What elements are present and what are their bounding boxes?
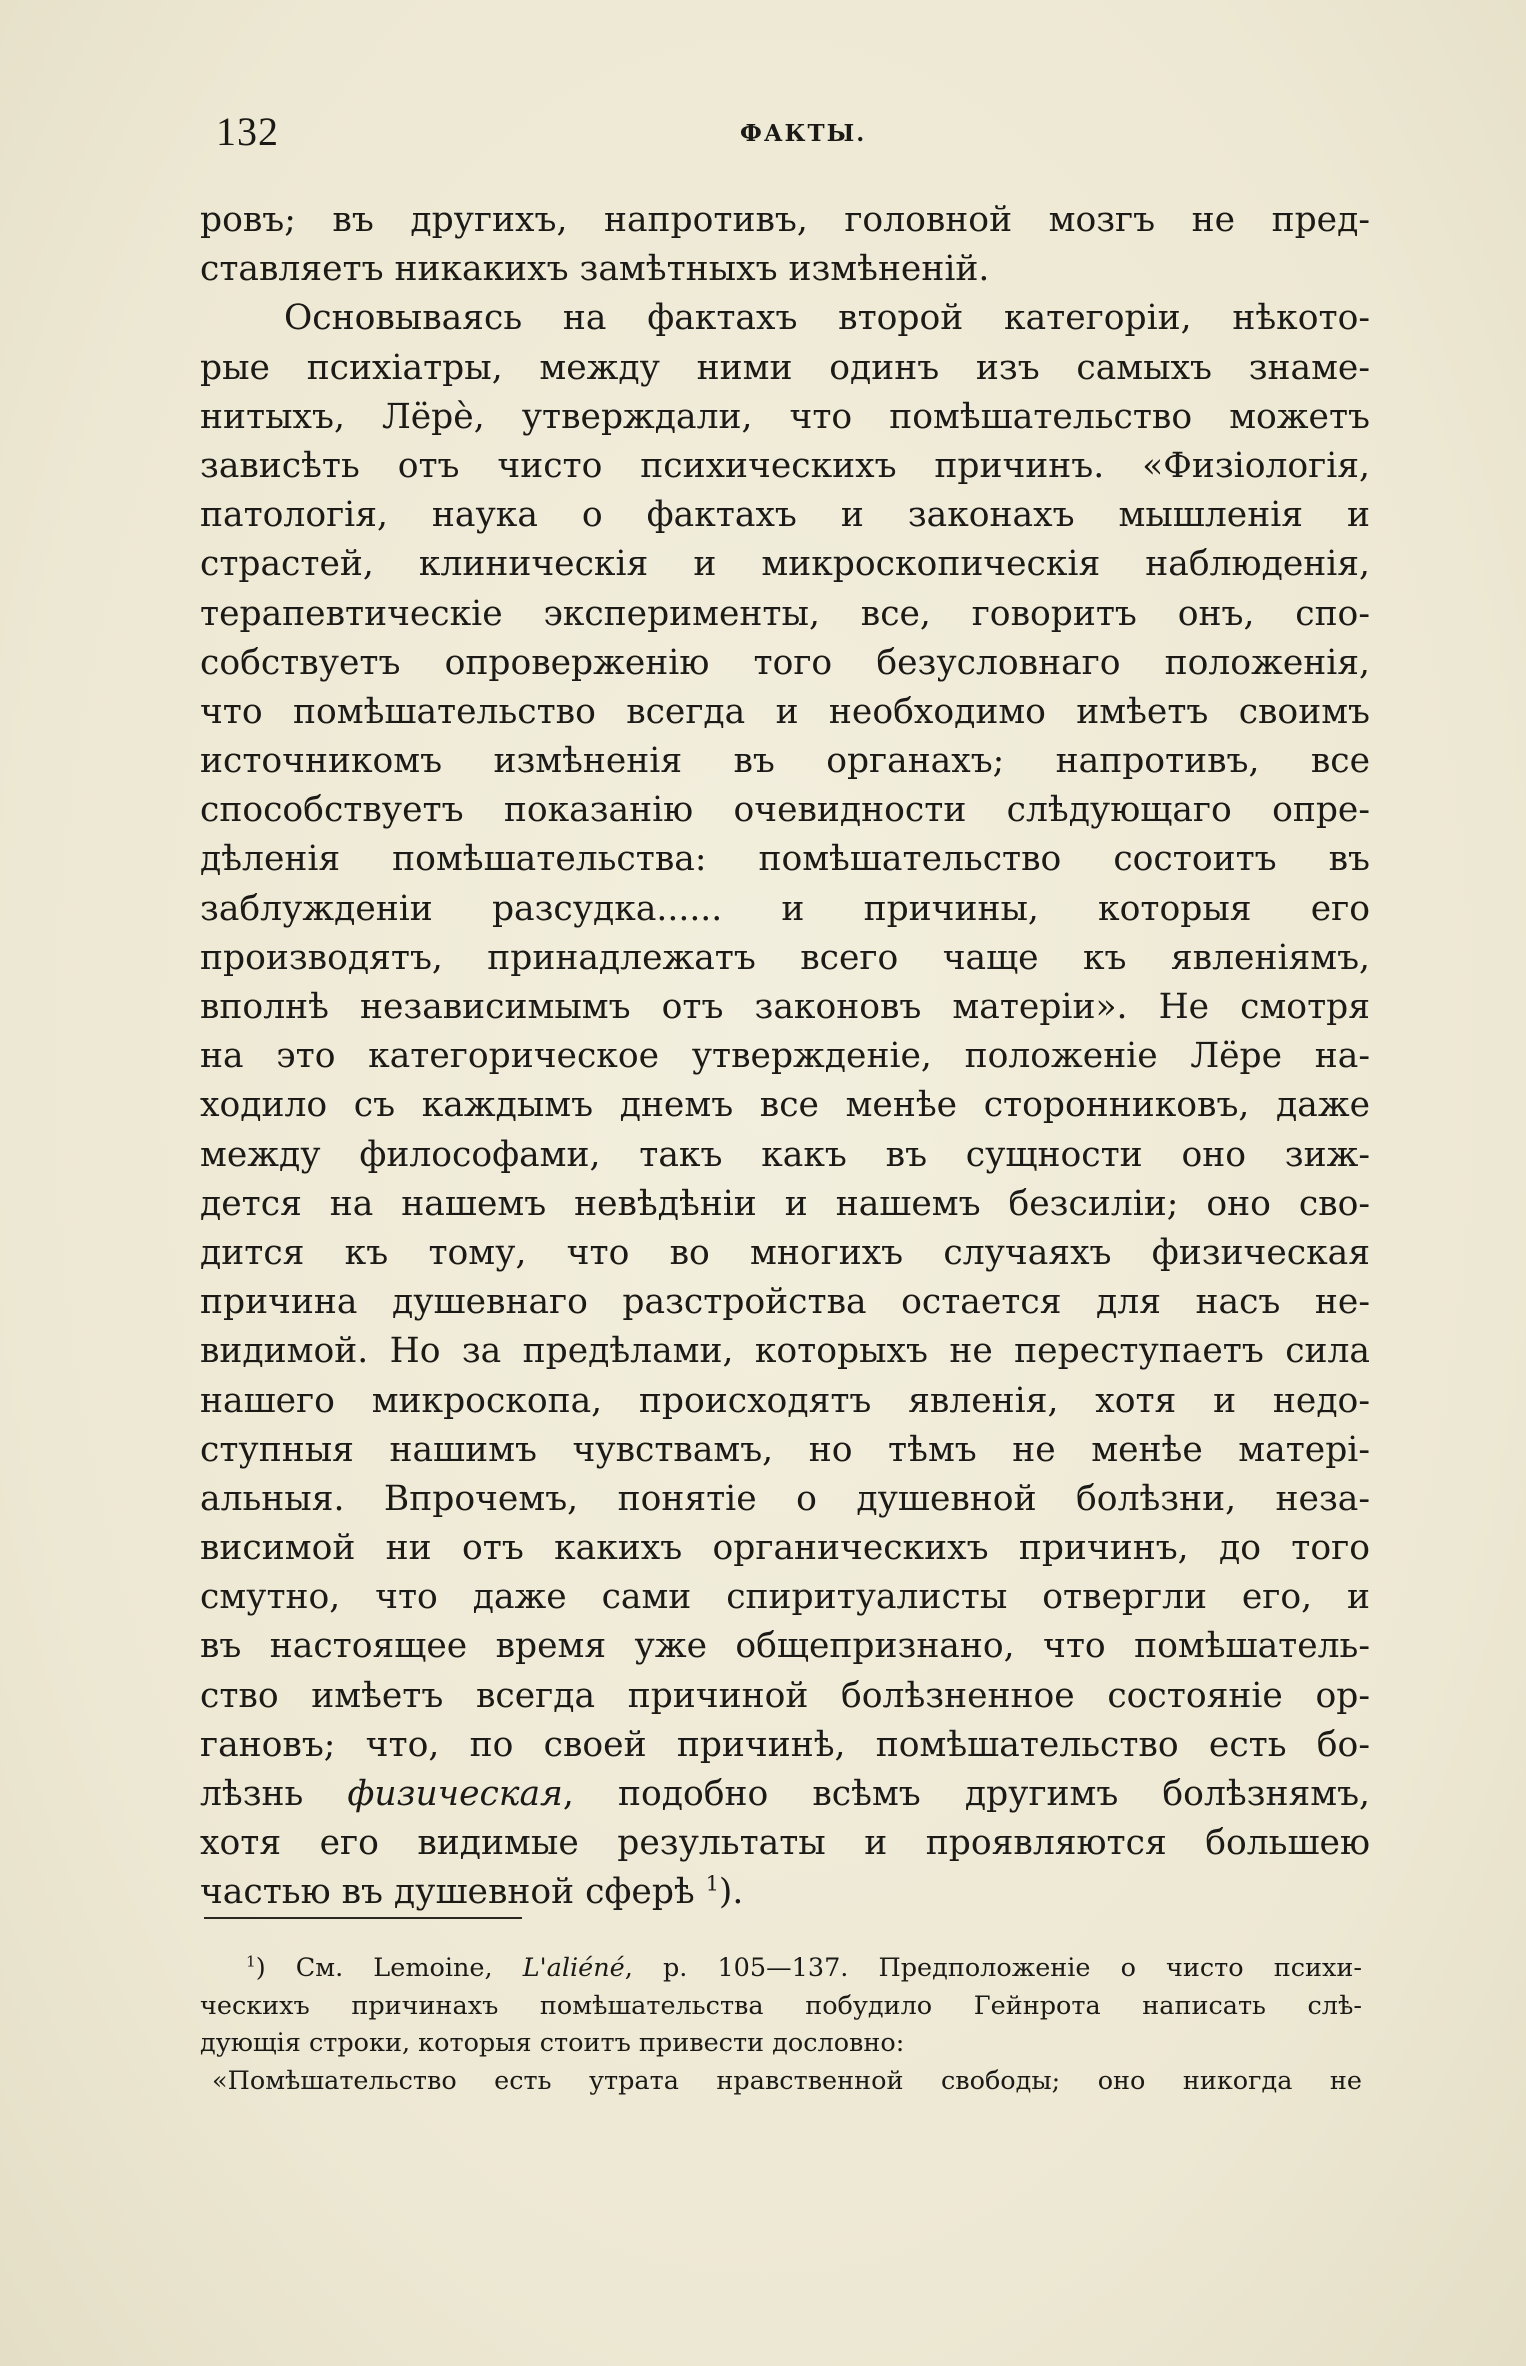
text-line: видимой. Но за предѣлами, которыхъ не переступаетъ сила — [200, 1331, 1370, 1372]
footnote-line: ческихъ причинахъ помѣшательства побудило Гейнрота написать слѣ- — [200, 1990, 1362, 2021]
text-line: дится къ тому, что во многихъ случаяхъ физическая — [200, 1232, 1370, 1273]
text-line: на это категорическое утвержденіе, положеніе Лёре на- — [200, 1036, 1370, 1077]
text-line: страстей, клиническія и микроскопическія наблюденія, — [200, 544, 1370, 585]
text-line: производятъ, принадлежатъ всего чаще къ явленіямъ, — [200, 937, 1370, 978]
footnote-line: дующія строки, которыя стоитъ привести дословно: — [200, 2028, 905, 2058]
footnotes — [200, 1950, 1362, 2100]
text-line: заблужденіи разсудка...... и причины, которыя его — [200, 888, 1370, 929]
text-line: причина душевнаго разстройства остается для насъ не- — [200, 1282, 1370, 1323]
text-line: источникомъ измѣненія въ органахъ; напротивъ, все — [200, 741, 1370, 782]
text-line: хотя его видимые результаты и проявляются большею — [200, 1823, 1370, 1864]
text-line: терапевтическіе эксперименты, все, говоритъ онъ, спо- — [200, 593, 1370, 634]
text-run: частью въ душевной сферѣ — [200, 1872, 706, 1913]
text-line: ство имѣетъ всегда причиной болѣзненное состояніе ор- — [200, 1675, 1370, 1716]
text-run: , p. 105—137. Предположеніе о чисто психи- — [624, 1953, 1362, 1983]
page-number: 132 — [216, 109, 279, 154]
text-line: собствуетъ опроверженію того безусловнаго положенія, — [200, 642, 1370, 683]
text-line — [200, 1868, 1370, 1917]
text-line: ставляетъ никакихъ замѣтныхъ измѣненій. — [200, 249, 990, 290]
text-line: рые психіатры, между ними одинъ изъ самыхъ знаме- — [200, 347, 1370, 388]
text-line: что помѣшательство всегда и необходимо имѣетъ своимъ — [200, 691, 1370, 732]
footnote-marker: 1 — [246, 1952, 256, 1971]
text-line: смутно, что даже сами спиритуалисты отвергли его, и — [200, 1577, 1370, 1618]
text-line: ступныя нашимъ чувствамъ, но тѣмъ не менѣе матері- — [200, 1429, 1370, 1470]
footnote-reference[interactable]: 1 — [705, 1871, 719, 1896]
text-run: , подобно всѣмъ другимъ болѣзнямъ, — [562, 1774, 1370, 1814]
text-line: гановъ; что, по своей причинѣ, помѣшательство есть бо- — [200, 1724, 1370, 1765]
text-line: висимой ни отъ какихъ органическихъ причинъ, до того — [200, 1528, 1370, 1569]
text-line: вполнѣ независимымъ отъ законовъ матеріи». Не смотря — [200, 987, 1370, 1027]
text-line: ходило съ каждымъ днемъ все менѣе сторонниковъ, даже — [200, 1085, 1370, 1126]
text-line: дется на нашемъ невѣдѣніи и нашемъ безсиліи; оно сво- — [200, 1183, 1370, 1224]
text-line: нашего микроскопа, происходятъ явленія, хотя и недо- — [200, 1380, 1370, 1421]
text-line: нитыхъ, Лёрè, утверждали, что помѣшательство можетъ — [200, 396, 1370, 437]
footnote-line — [200, 1950, 1362, 1988]
cited-title: L'aliéné — [522, 1953, 625, 1983]
running-title: ФАКТЫ. — [740, 120, 867, 147]
text-run: ). — [718, 1872, 744, 1913]
footnote-divider — [204, 1917, 522, 1919]
text-line — [200, 1770, 1370, 1819]
footnote-line: «Помѣшательство есть утрата нравственной свободы; оно никогда не — [212, 2065, 1362, 2096]
text-line: способствуетъ показанію очевидности слѣдующаго опре- — [200, 790, 1370, 831]
running-head — [200, 104, 1380, 164]
text-run: ) См. Lemoine, — [255, 1953, 523, 1983]
text-line: дѣленія помѣшательства: помѣшательство состоитъ въ — [200, 839, 1370, 880]
text-line: зависѣть отъ чисто психическихъ причинъ. «Физіологія, — [200, 445, 1370, 486]
text-line: въ настоящее время уже общепризнано, что помѣшатель- — [200, 1626, 1370, 1667]
text-line: между философами, такъ какъ въ сущности оно зиж- — [200, 1134, 1370, 1175]
text-line: альныя. Впрочемъ, понятіе о душевной болѣзни, неза- — [200, 1478, 1370, 1519]
text-line: ровъ; въ другихъ, напротивъ, головной мозгъ не пред- — [200, 200, 1370, 240]
text-run: лѣзнь — [200, 1774, 348, 1814]
text-line: Основываясь на фактахъ второй категоріи, нѣкото- — [284, 298, 1370, 339]
main-text — [200, 196, 1370, 1918]
text-line: патологія, наука о фактахъ и законахъ мышленія и — [200, 495, 1370, 536]
emphasis-physical: физическая — [347, 1774, 563, 1814]
